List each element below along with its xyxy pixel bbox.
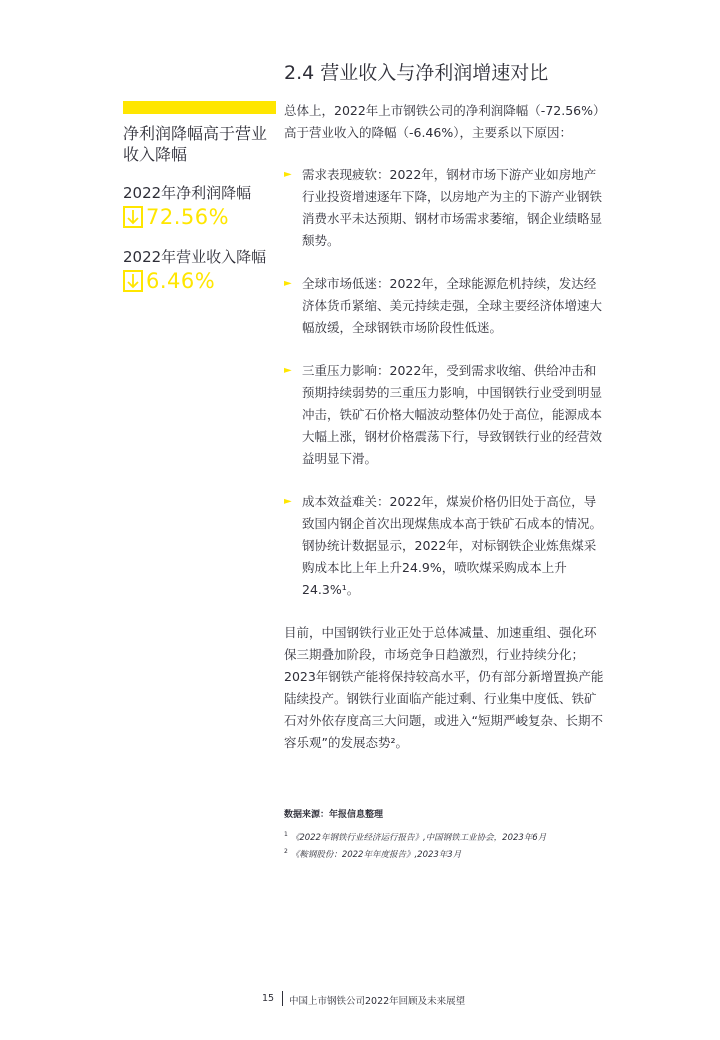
footnote-text: 《鞍钢股份：2022年年度报告》,2023年3月 <box>290 849 462 860</box>
intro-paragraph: 总体上，2022年上市钢铁公司的净利润降幅（-72.56%）高于营业收入的降幅（-6.46%），主要系以下原因： <box>284 103 600 140</box>
footer-title: 中国上市钢铁公司2022年回顾及未来展望 <box>289 996 466 1007</box>
stat-value: 6.46% <box>146 269 216 293</box>
stat-value: 72.56% <box>146 205 230 229</box>
footnote <box>284 828 546 845</box>
arrow-down-icon <box>123 206 143 228</box>
footnote-mark: 1 <box>284 831 288 838</box>
footnote-text: 《2022年钢铁行业经济运行报告》,中国钢铁工业协会，2023年6月 <box>290 832 547 843</box>
list-item <box>284 273 604 339</box>
arrow-down-icon <box>123 270 143 292</box>
list-item <box>284 491 604 601</box>
section-title: 2.4 营业收入与净利润增速对比 <box>284 62 549 84</box>
footer-divider <box>282 991 283 1006</box>
list-item-text: 三重压力影响：2022年，受到需求收缩、供给冲击和预期持续弱势的三重压力影响，中国钢铁行业受到明显冲击，铁矿石价格大幅波动整体仍处于高位，能源成本大幅上涨，钢材价格震荡下行，导致钢铁行业的经营效益明显下滑。 <box>302 363 603 466</box>
list-item-text: 全球市场低迷：2022年，全球能源危机持续，发达经济体货币紧缩、美元持续走强，全球主要经济体增速大幅放缓，全球钢铁市场阶段性低迷。 <box>302 276 603 335</box>
footnote-mark: 2 <box>284 847 288 855</box>
footnote <box>284 845 546 862</box>
main-content <box>284 100 604 754</box>
yellow-accent-bar <box>123 101 276 114</box>
reason-list <box>284 164 604 601</box>
page-number: 15 <box>262 993 275 1004</box>
list-item <box>284 360 604 470</box>
data-source: 数据来源：年报信息整理 <box>284 810 384 820</box>
triangle-right-icon: ► <box>284 169 292 180</box>
footnotes <box>284 828 546 862</box>
list-item-text: 需求表现疲软：2022年，钢材市场下游产业如房地产行业投资增速逐年下降，以房地产为主的下游产业钢铁消费水平未达预期、钢材市场需求萎缩，钢企业绩略显颓势。 <box>302 167 603 248</box>
triangle-right-icon: ► <box>284 365 292 376</box>
stat-label: 2022年净利润降幅 <box>123 184 252 202</box>
conclusion-paragraph: 目前，中国钢铁行业正处于总体减量、加速重组、强化环保三期叠加阶段，市场竞争日趋激烈，行业持续分化；2023年钢铁产能将保持较高水平，仍有部分新增置换产能陆续投产。钢铁行业面临产能过剩、行业集中度低、铁矿石对外依存度高三大问题，或进入“短期严峻复杂、长期不容乐观”的发展态势²。 <box>284 625 604 750</box>
sidebar-heading: 净利润降幅高于营业收入降幅 <box>123 124 268 164</box>
triangle-right-icon: ► <box>284 278 292 289</box>
triangle-right-icon: ► <box>284 496 292 507</box>
stat-revenue <box>123 247 276 293</box>
list-item <box>284 164 604 252</box>
stat-net-profit <box>123 183 276 229</box>
stat-label: 2022年营业收入降幅 <box>123 248 267 266</box>
list-item-text: 成本效益难关：2022年，煤炭价格仍旧处于高位，导致国内钢企首次出现煤焦成本高于铁矿石成本的情况。钢协统计数据显示，2022年，对标钢铁企业炼焦煤采购成本比上年上升24.9%，喷吹煤采购成本上升24.3%¹。 <box>302 494 603 597</box>
sidebar <box>123 101 276 293</box>
